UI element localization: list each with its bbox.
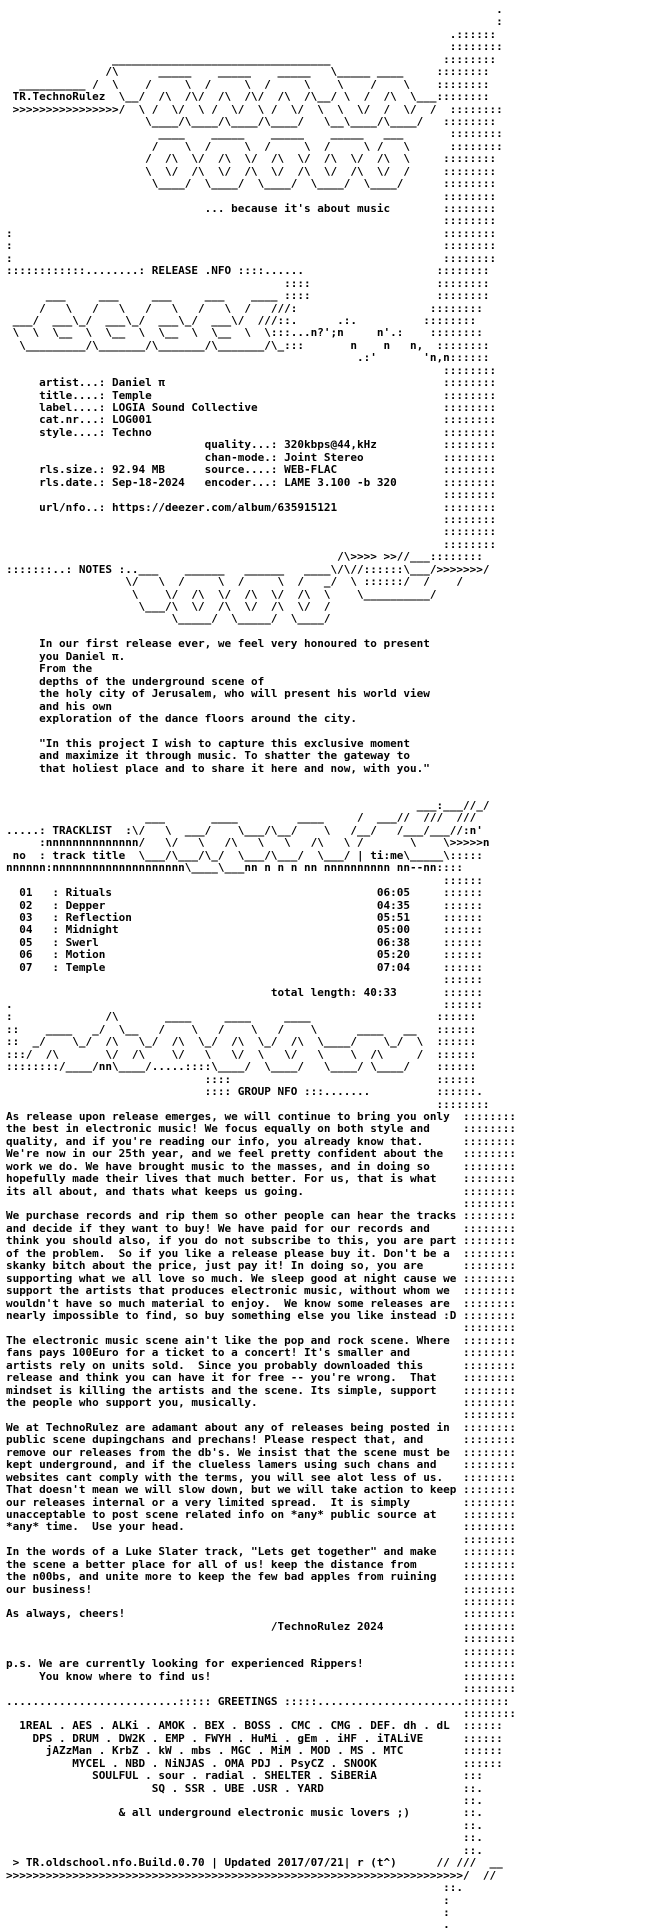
nfo-line: The electronic music scene ain't like the pop and rock scene. Where ::::::::: [6, 1333, 516, 1347]
nfo-line: our business! ::::::::: [6, 1582, 516, 1596]
nfo-line: url/nfo..: https://deezer.com/album/635915121 ::::::::: [6, 500, 497, 514]
nfo-line: unacceptable to post scene related info on *any* public source at ::::::::: [6, 1507, 516, 1521]
nfo-line: ::::::::: [6, 1644, 516, 1658]
nfo-line: :: [6, 1905, 450, 1919]
nfo-line: websites cant comply with the terms, you will see alot less of us. ::::::::: [6, 1470, 516, 1484]
nfo-line: \ \/ /\ \/ /\ \/ /\ \/ /\ \/ / ::::::::: [6, 164, 497, 178]
nfo-line: jAZzMan . KrbZ . kW . mbs . MGC . MiM . MOD . MS . MTC ::::::: [6, 1744, 503, 1758]
nfo-line: SQ . SSR . UBE .USR . YARD ::.: [6, 1781, 483, 1795]
nfo-line: > TR.oldschool.nfo.Build.0.70 | Updated 2017/07/21| r (t^) // /// __: [6, 1856, 503, 1870]
nfo-line: : ::::::::: [6, 239, 497, 253]
nfo-line: You know where to find us! ::::::::: [6, 1669, 516, 1683]
nfo-line: kept underground, and if the clueless lamers using such chans and ::::::::: [6, 1458, 516, 1472]
nfo-line: style....: Techno ::::::::: [6, 425, 497, 439]
nfo-line: 04 : Midnight 05:00 ::::::: [6, 923, 483, 937]
nfo-line: ::.: [6, 1818, 483, 1832]
nfo-line: 03 : Reflection 05:51 ::::::: [6, 910, 483, 924]
nfo-line: ::::::::: [6, 512, 497, 526]
nfo-line: __________ / \ / \ / \ / \ \ / \ ::::::::: [6, 77, 490, 91]
nfo-line: our releases internal or a very limited spread. It is simply ::::::::: [6, 1495, 516, 1509]
nfo-line: ::::::::: [6, 1532, 516, 1546]
nfo-line: public scene dupingchans and prechans! Please respect that, and ::::::::: [6, 1433, 516, 1447]
nfo-line: ::::::::: [6, 40, 503, 54]
nfo-line: \ \/ /\ \/ /\ \/ /\ \ \__________/: [6, 587, 437, 601]
nfo-line: ___ ___ ___ ___ ____ :::: ::::::::: [6, 289, 490, 303]
nfo-line: :: ____ _/ \__ / \ / \ / \ ____ __ ::::::: [6, 1022, 477, 1036]
nfo-line: \/ \ / \ / \ / _/ \ ::::::/ / /: [6, 575, 463, 589]
nfo-line: \___/\ \/ /\ \/ /\ \/ /: [6, 600, 331, 613]
nfo-line: :nnnnnnnnnnnnnn/ \/ \ /\ \ \ /\ \ / \ \>>>>>n: [6, 836, 490, 850]
nfo-line: the best in electronic music! We focus equally on both style and ::::::::: [6, 1122, 516, 1136]
nfo-line: no : track title \___/\___/\_/ \___/\___/ \___/ | ti:me\_____\:::::: [6, 848, 483, 862]
nfo-line: :::: ::::::::: [6, 276, 490, 290]
nfo-line: [6, 775, 650, 787]
nfo-line: support the artists that produces electronic music, without whom we ::::::::: [6, 1284, 516, 1298]
nfo-line: release and think you can have it for free -- you're wrong. That ::::::::: [6, 1371, 516, 1385]
nfo-line: .....: TRACKLIST :\/ \ ___/ \___/\__/ \ /__/ /___/___//:n': [6, 823, 483, 837]
nfo-line: \____/\____/\____/\____/ \__\____/\____/ ::::::::: [6, 114, 497, 128]
nfo-line: ::::::::: [6, 537, 497, 551]
nfo-line: ::::::::: [6, 1632, 516, 1646]
nfo-line: exploration of the dance floors around the city.: [6, 711, 357, 725]
nfo-line: quality...: 320kbps@44,kHz ::::::::: [6, 438, 497, 452]
nfo-line: ::::::::: [6, 189, 497, 203]
nfo-line: label....: LOGIA Sound Collective ::::::::: [6, 401, 497, 414]
nfo-line: 07 : Temple 07:04 ::::::: [6, 960, 483, 974]
nfo-line: ___/ ___\_/ ___\_/ ___\_/ ___\/ ///::. .:. ::::::::: [6, 313, 477, 327]
nfo-line: _________________________________ ::::::::: [6, 52, 497, 66]
nfo-line: :::: ::::::: [6, 1072, 477, 1086]
nfo-line: From the: [6, 662, 93, 676]
nfo-line: total length: 40:33 ::::::: [6, 985, 483, 999]
nfo-line: :: [6, 15, 503, 29]
nfo-line: nnnnnn:nnnnnnnnnnnnnnnnnnnn\____\___nn n n n nn nnnnnnnnnn nn--nn::::: [6, 861, 463, 875]
nfo-line: >>>>>>>>>>>>>>>>>>>>>>>>>>>>>>>>>>>>>>>>>>>>>>>>>>>>>>>>>>>>>>>>>>>>>/ //: [6, 1868, 497, 1882]
nfo-line: /\>>>> >>//___::::::::: [6, 550, 483, 564]
nfo-line: :: _/ \_/ /\ \_/ /\ \_/ /\ \_/ /\ \____/ \_/ \ ::::::: [6, 1035, 477, 1049]
nfo-line: That doesn't mean we will slow down, but we will take action to keep ::::::::: [6, 1483, 516, 1497]
nfo-line: 01 : Rituals 06:05 ::::::: [6, 886, 483, 900]
nfo-line: ..........................::::: GREETINGS :::::......................:::::::: [6, 1694, 510, 1708]
nfo-line: :::: GROUP NFO :::....... ::::::.: [6, 1085, 483, 1099]
nfo-line: fans pays 100Euro for a ticket to a concert! It's smaller and ::::::::: [6, 1346, 516, 1360]
nfo-line: ___:___//_/: [6, 799, 490, 812]
nfo-line: you Daniel π.: [6, 649, 126, 663]
nfo-line: In our first release ever, we feel very honoured to present: [6, 637, 430, 651]
nfo-line: artist...: Daniel π ::::::::: [6, 376, 497, 390]
nfo-line: ::::::::: [6, 1706, 516, 1720]
nfo-line: ::::::::/____/nn\____/.....::::\____/ \____/ \____/ \____/ ::::::: [6, 1060, 477, 1074]
nfo-line: ::.: [6, 1794, 483, 1807]
nfo-line: ::::::: [6, 873, 483, 887]
nfo-line: ::::::::: [6, 214, 497, 228]
nfo-line: and decide if they want to buy! We have paid for our records and ::::::::: [6, 1221, 516, 1235]
nfo-line: wouldn't have so much material to enjoy. We know some releases are ::::::::: [6, 1296, 516, 1310]
nfo-line: that holiest place and to share it here and now, with you.": [6, 761, 430, 775]
nfo-line: ::::::::: [6, 1682, 516, 1696]
nfo-line: 05 : Swerl 06:38 ::::::: [6, 935, 483, 949]
nfo-line: \_________/\_______/\_______/\_______/\_::: n n n, ::::::::: [6, 338, 490, 352]
nfo-line: .:' 'n,n::::::: [6, 351, 490, 365]
nfo-line: mindset is killing the artists and the scene. Its simple, support ::::::::: [6, 1383, 516, 1397]
nfo-line: think you should also, if you do not subscribe to this, you are part ::::::::: [6, 1234, 516, 1248]
nfo-line: \_____/ \_____/ \____/: [6, 612, 331, 626]
nfo-line: rls.date.: Sep-18-2024 encoder...: LAME 3.100 -b 320 ::::::::: [6, 475, 497, 489]
nfo-line: of the problem. So if you like a release please buy it. Don't be a ::::::::: [6, 1246, 516, 1260]
nfo-line: and his own: [6, 699, 112, 713]
nfo-line: & all underground electronic music lovers ;) ::.: [6, 1806, 483, 1820]
nfo-line: ::::::::: [6, 1321, 516, 1335]
nfo-line: /TechnoRulez 2024 ::::::::: [6, 1619, 516, 1633]
nfo-line: depths of the underground scene of: [6, 674, 265, 688]
nfo-line: "In this project I wish to capture this exclusive moment: [6, 736, 410, 750]
nfo-line: cat.nr...: LOG001 ::::::::: [6, 413, 497, 427]
nfo-line: .: [6, 3, 503, 16]
nfo-line: and maximize it through music. To shatter the gateway to: [6, 749, 410, 763]
nfo-line: ____ _____ _____ _____ ___ ::::::::: [6, 127, 503, 141]
nfo-line: \ \ \__ \ \__ \ \__ \ \__ \ \:::...n?';n n'.: ::::::::: [6, 326, 483, 340]
nfo-line: >>>>>>>>>>>>>>>>/ \ / \/ \ / \/ \ / \/ \ \ \/ / \/ / ::::::::: [6, 102, 503, 116]
nfo-line: ::.: [6, 1843, 483, 1857]
nfo-line: ... because it's about music ::::::::: [6, 202, 497, 215]
nfo-line: We're now in our 25th year, and we feel pretty confident about the ::::::::: [6, 1147, 516, 1161]
nfo-line: *any* time. Use your head. ::::::::: [6, 1520, 516, 1534]
nfo-line: 02 : Depper 04:35 ::::::: [6, 898, 483, 912]
nfo-line: hopefully made their lives that much better. For us, that is what ::::::::: [6, 1172, 516, 1186]
nfo-line: its all about, and thats what keeps us going. ::::::::: [6, 1184, 516, 1198]
nfo-line: TR.TechnoRulez \__/ /\ /\/ /\ /\/ /\ /\__/ \ / /\ \___::::::::: [6, 90, 490, 104]
nfo-line: [6, 725, 650, 737]
nfo-line: As release upon release emerges, we will continue to bring you only ::::::::: [6, 1109, 516, 1123]
nfo-line: ::::::::: [6, 488, 497, 502]
nfo-line: ::::::: [6, 973, 483, 987]
nfo-line: We at TechnoRulez are adamant about any of releases being posted in ::::::::: [6, 1420, 516, 1434]
nfo-line: As always, cheers! ::::::::: [6, 1607, 516, 1621]
nfo-line: the people who support you, musically. ::::::::: [6, 1396, 516, 1409]
nfo-line: :::/ /\ \/ /\ \/ \ \/ \ \/ \ \ /\ / ::::::: [6, 1047, 477, 1061]
nfo-line: : ::::::::: [6, 251, 497, 265]
nfo-line: the n00bs, and unite more to keep the few bad apples from ruining ::::::::: [6, 1570, 516, 1584]
nfo-line: 06 : Motion 05:20 ::::::: [6, 948, 483, 962]
nfo-line: nearly impossible to find, so buy something else you like instead :D ::::::::: [6, 1308, 516, 1322]
nfo-line: :::::::..: NOTES :..___ ______ ______ ____\/\//::::::\___/>>>>>>>/: [6, 562, 490, 576]
nfo-line: ::::::::: [6, 1595, 516, 1608]
nfo-line: the scene a better place for all of us! keep the distance from ::::::::: [6, 1557, 516, 1571]
nfo-line: work we do. We have brought music to the masses, and in doing so ::::::::: [6, 1159, 516, 1173]
nfo-line: ::::::::: [6, 363, 497, 377]
nfo-line: SOULFUL . sour . radial . SHELTER . SiBERiA :::: [6, 1769, 483, 1783]
nfo-line: ::::::::::::........: RELEASE .NFO ::::...... ::::::::: [6, 264, 490, 278]
nfo-line: remove our releases from the db's. We insist that the scene must be ::::::::: [6, 1445, 516, 1459]
nfo-line: ::::::::: [6, 525, 497, 539]
nfo-line: chan-mode.: Joint Stereo ::::::::: [6, 450, 497, 464]
nfo-line: ::::::::: [6, 1408, 516, 1422]
nfo-line: title....: Temple ::::::::: [6, 388, 497, 402]
nfo-line: ::::::::: [6, 1097, 490, 1111]
nfo-line: skanky bitch about the price, just pay it! In doing so, you are ::::::::: [6, 1259, 516, 1273]
nfo-line: artists rely on units sold. Since you probably downloaded this ::::::::: [6, 1358, 516, 1372]
nfo-line: : ::::::::: [6, 226, 497, 240]
nfo-document: [6, 3, 650, 1932]
nfo-line: .::::::: [6, 27, 497, 41]
nfo-line: \____/ \____/ \____/ \____/ \____/ ::::::::: [6, 177, 497, 191]
nfo-line: ::.: [6, 1831, 483, 1845]
nfo-line: quality, and if you're reading our info, you already know that. ::::::::: [6, 1134, 516, 1148]
nfo-line: /\ _____ _____ _____ \_____ ____ ::::::::: [6, 65, 490, 79]
nfo-line: 1REAL . AES . ALKi . AMOK . BEX . BOSS . CMC . CMG . DEF. dh . dL ::::::: [6, 1719, 503, 1733]
nfo-line: rls.size.: 92.94 MB source....: WEB-FLAC ::::::::: [6, 463, 497, 477]
nfo-line: :: [6, 1893, 450, 1907]
nfo-line: supporting what we all love so much. We sleep good at night cause we ::::::::: [6, 1271, 516, 1285]
nfo-line: We purchase records and rip them so other people can hear the tracks ::::::::: [6, 1209, 516, 1223]
nfo-line: / /\ \/ /\ \/ /\ \/ /\ \/ /\ \ ::::::::: [6, 152, 497, 166]
nfo-line: ___ ____ ____ / ___// /// ///: [6, 811, 477, 825]
nfo-line: / \ / \ / \ / \ / \ ::::::::: [6, 139, 503, 153]
nfo-line: . ::::::: [6, 998, 483, 1011]
nfo-line: MYCEL . NBD . NiNJAS . OMA PDJ . PsyCZ . SNOOK ::::::: [6, 1756, 503, 1770]
nfo-line: ::::::::: [6, 1197, 516, 1210]
nfo-line: p.s. We are currently looking for experienced Rippers! ::::::::: [6, 1657, 516, 1671]
nfo-line: the holy city of Jerusalem, who will present his world view: [6, 687, 430, 701]
nfo-line: ::.: [6, 1881, 463, 1895]
nfo-line: / \ / \ / \ / \ / ///: ::::::::: [6, 301, 483, 315]
nfo-line: : /\ ____ ____ ____ ::::::: [6, 1010, 477, 1024]
nfo-line: DPS . DRUM . DW2K . EMP . FWYH . HuMi . gEm . iHF . iTALiVE ::::::: [6, 1731, 503, 1745]
nfo-line: In the words of a Luke Slater track, "Lets get together" and make ::::::::: [6, 1545, 516, 1559]
nfo-line: .: [6, 1918, 450, 1932]
